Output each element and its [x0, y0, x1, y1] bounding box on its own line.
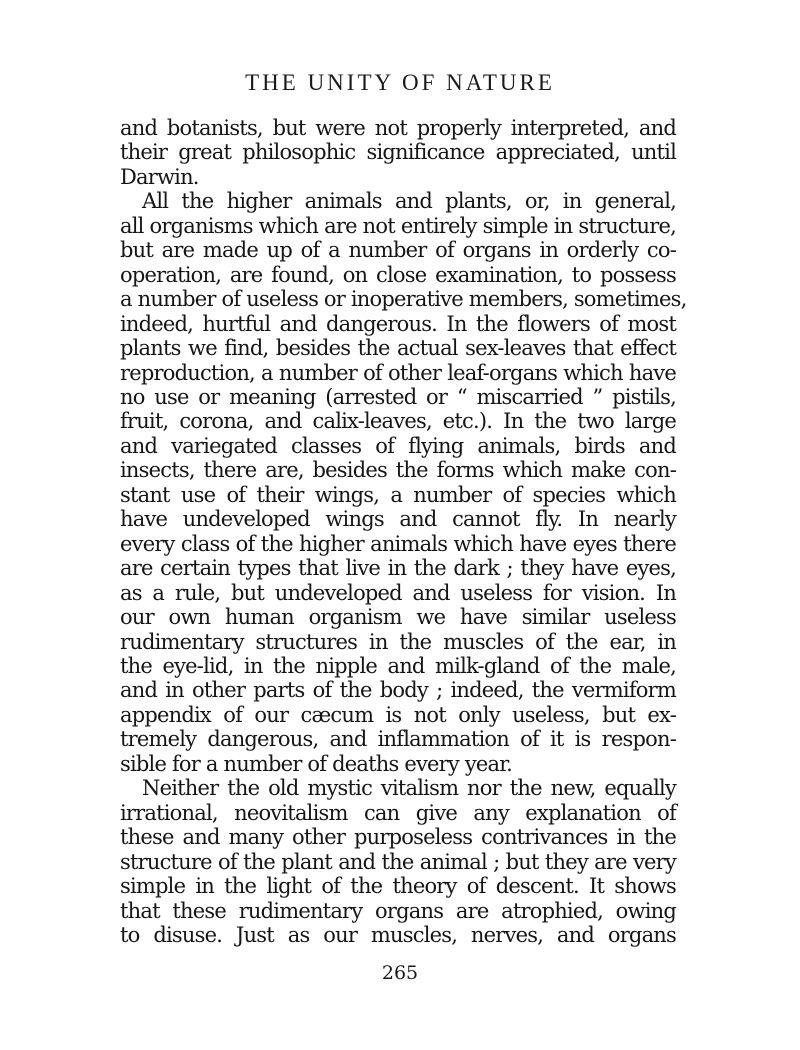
text-line: that these rudimentary organs are atrophied, owing [120, 898, 676, 923]
text-line: reproduction, a number of other leaf-organs which have [120, 360, 676, 385]
text-line: their great philosophic significance appreciated, until [120, 140, 676, 165]
text-line: structure of the plant and the animal ; but they are very [120, 849, 676, 874]
text-line: as a rule, but undeveloped and useless for vision. In [120, 580, 676, 605]
text-line: every class of the higher animals which have eyes there [120, 531, 676, 556]
text-line: All the higher animals and plants, or, in general, [142, 189, 676, 214]
text-line: operation, are found, on close examination, to possess [120, 262, 676, 287]
text-line: have undeveloped wings and cannot fly. In nearly [120, 507, 676, 532]
text-line: but are made up of a number of organs in orderly co- [120, 238, 676, 263]
text-line: tremely dangerous, and inflammation of it is respon- [120, 727, 676, 752]
text-line: all organisms which are not entirely simple in structure, [120, 213, 676, 238]
text-line: Neither the old mystic vitalism nor the new, equally [142, 776, 676, 801]
text-line: our own human organism we have similar useless [120, 605, 676, 630]
body-text [120, 116, 687, 947]
text-line: sible for a number of deaths every year. [120, 751, 513, 776]
text-line: and variegated classes of flying animals, birds and [120, 433, 676, 458]
text-line: indeed, hurtful and dangerous. In the flowers of most [120, 311, 676, 336]
text-line: these and many other purposeless contrivances in the [120, 825, 676, 850]
text-line: a number of useless or inoperative members, sometimes, [120, 287, 687, 312]
text-line: appendix of our cæcum is not only useless, but ex- [120, 702, 676, 727]
text-line: rudimentary structures in the muscles of the ear, in [120, 629, 676, 654]
text-line: insects, there are, besides the forms which make con- [120, 458, 676, 483]
text-line: no use or meaning (arrested or “ miscarried ” pistils, [120, 384, 676, 409]
text-line: and in other parts of the body ; indeed, the vermiform [120, 678, 676, 703]
text-line: stant use of their wings, a number of species which [120, 482, 676, 507]
text-line: and botanists, but were not properly interpreted, and [120, 116, 676, 140]
text-line: plants we find, besides the actual sex-leaves that effect [120, 336, 676, 361]
text-line: to disuse. Just as our muscles, nerves, and organs [120, 922, 676, 947]
text-line: irrational, neovitalism can give any explanation of [120, 800, 676, 825]
running-head: THE UNITY OF NATURE [245, 70, 555, 95]
text-line: Darwin. [120, 164, 199, 189]
text-line: the eye-lid, in the nipple and milk-gland of the male, [120, 653, 676, 678]
text-line: simple in the light of the theory of descent. It shows [120, 874, 676, 899]
page-number: 265 [381, 962, 419, 984]
text-line: are certain types that live in the dark ; they have eyes, [120, 556, 676, 581]
text-line: fruit, corona, and calix-leaves, etc.). In the two large [120, 409, 676, 434]
